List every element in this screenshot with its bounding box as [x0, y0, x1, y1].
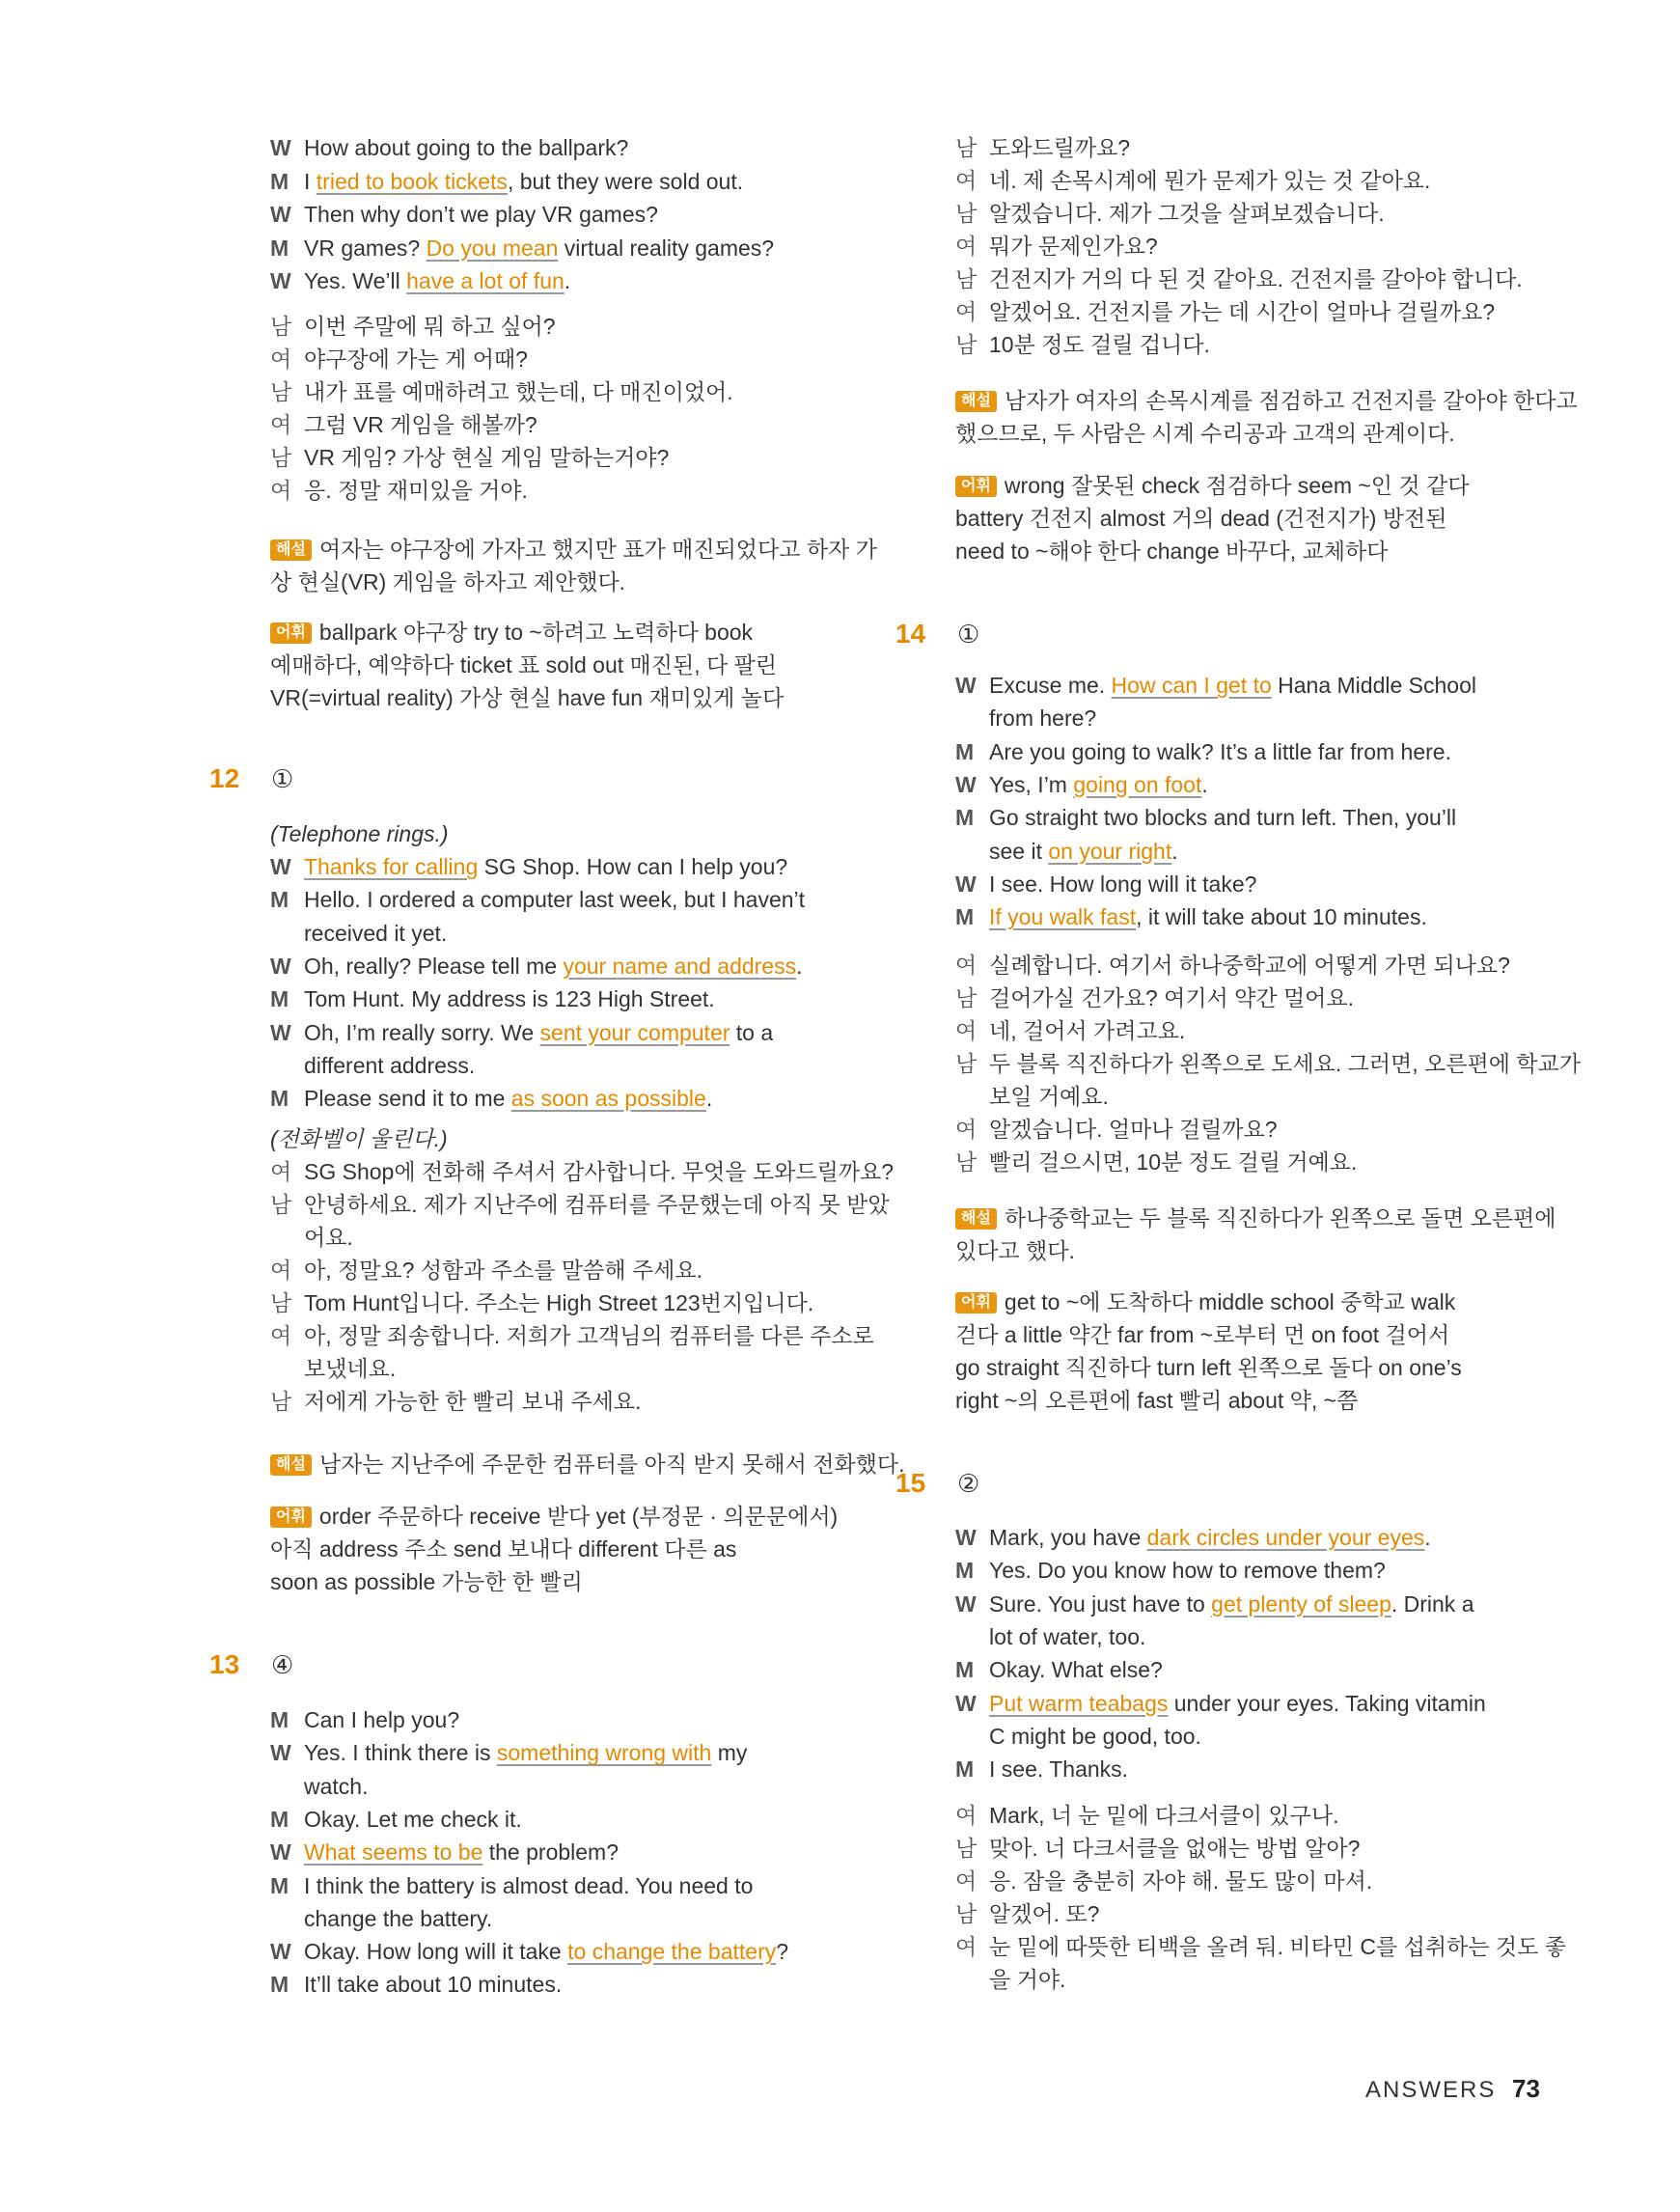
answer-blank-phrase: What seems to be: [304, 1839, 483, 1866]
dialogue-line-ko: 여 야구장에 가는 게 어때?: [270, 343, 528, 375]
dialogue-line-en: W Put warm teabags under your eyes. Taking vitamin: [955, 1687, 1486, 1720]
speaker-label: 남: [270, 314, 292, 339]
dialogue-line-ko: 여 네. 제 손목시계에 뭔가 문제가 있는 것 같아요.: [955, 164, 1430, 197]
speaker-label: 남: [955, 1836, 978, 1861]
dialogue-line-en: W Oh, really? Please tell me your name and address.: [270, 950, 803, 982]
speaker-label: 남: [955, 985, 978, 1010]
dialogue-line-ko: 여 Mark, 너 눈 밑에 다크서클이 있구나.: [955, 1799, 1338, 1832]
speaker-label: 남: [955, 135, 978, 160]
dialogue-line-ko: 남 알겠습니다. 제가 그것을 살펴보겠습니다.: [955, 197, 1385, 230]
dialogue-line-en: M If you walk fast, it will take about 10 minutes.: [955, 900, 1427, 933]
dialogue-line-en: W Yes. We’ll have a lot of fun.: [270, 264, 570, 297]
dialogue-line-en: W Excuse me. How can I get to Hana Middle School: [955, 669, 1476, 702]
speaker-label: 남: [955, 1149, 978, 1175]
speaker-label: 남: [955, 201, 978, 226]
dialogue-line-en: W Oh, I’m really sorry. We sent your computer to a: [270, 1016, 773, 1049]
dialogue-line-ko: 여 응. 정말 재미있을 거야.: [270, 474, 528, 507]
answer-blank-phrase: Do you mean: [426, 235, 559, 261]
answer-blank-phrase: dark circles under your eyes: [1146, 1525, 1425, 1550]
speaker-label: M: [955, 1657, 975, 1683]
speaker-label: 여: [955, 1117, 978, 1142]
dialogue-line-ko: 여 눈 밑에 따뜻한 티백을 올려 둬. 비타민 C를 섭취하는 것도 좋: [955, 1930, 1566, 1963]
speaker-label: M: [955, 1558, 975, 1584]
dialogue-line-ko: 보냈네요.: [304, 1356, 397, 1381]
speaker-label: M: [270, 1806, 289, 1832]
speaker-label: W: [955, 1525, 977, 1550]
dialogue-line-en: from here?: [989, 705, 1097, 732]
dialogue-line-en: M Go straight two blocks and turn left. Then, you’ll: [955, 801, 1456, 834]
speaker-label: 여: [955, 1934, 978, 1959]
speaker-label: 여: [955, 299, 978, 324]
dialogue-line-en: W Thanks for calling SG Shop. How can I help you?: [270, 850, 787, 883]
speaker-label: W: [270, 268, 291, 293]
answer-blank-phrase: to change the battery: [567, 1939, 777, 1965]
dialogue-line-en: M Please send it to me as soon as possible.: [270, 1082, 712, 1115]
dialogue-line-en: different address.: [304, 1052, 476, 1078]
speaker-label: M: [955, 1756, 975, 1783]
speaker-label: M: [955, 738, 975, 764]
dialogue-line-ko: 여 아, 정말요? 성함과 주소를 말씀해 주세요.: [270, 1254, 702, 1286]
dialogue-line-en: W How about going to the ballpark?: [270, 131, 628, 164]
speaker-label: 여: [270, 1159, 292, 1184]
stage-direction: (Telephone rings.): [270, 821, 449, 846]
dialogue-line-ko: 여 네, 걸어서 가려고요.: [955, 1014, 1185, 1047]
dialogue-line-en: M Are you going to walk? It’s a little far from here.: [955, 735, 1451, 768]
dialogue-line-ko: 남 저에게 가능한 한 빨리 보내 주세요.: [270, 1385, 641, 1418]
dialogue-line-en: W Then why don’t we play VR games?: [270, 198, 658, 231]
speaker-label: 여: [270, 412, 292, 437]
vocabulary-text: 어휘 ballpark 야구장 try to ~하려고 노력하다 book: [270, 616, 753, 649]
dialogue-line-ko: 남 건전지가 거의 다 된 것 같아요. 건전지를 갈아야 합니다.: [955, 263, 1523, 295]
dialogue-line-ko: 남 빨리 걸으시면, 10분 정도 걸릴 거예요.: [955, 1146, 1357, 1178]
speaker-label: W: [270, 854, 291, 879]
speaker-label: W: [270, 1740, 291, 1766]
dialogue-line-en: lot of water, too.: [989, 1623, 1146, 1649]
answer-blank-phrase: get plenty of sleep: [1211, 1590, 1391, 1617]
vocabulary-text: 예매하다, 예약하다 ticket 표 sold out 매진된, 다 팔린: [270, 652, 778, 677]
answer-blank-phrase: Thanks for calling: [304, 854, 479, 879]
dialogue-line-en: M I see. Thanks.: [955, 1753, 1128, 1785]
explanation-text: 해설 여자는 야구장에 가자고 했지만 표가 매진되었다고 하자 가: [270, 533, 877, 566]
answer-blank-phrase: have a lot of fun: [406, 268, 565, 293]
vocabulary-text: soon as possible 가능한 한 빨리: [270, 1569, 583, 1594]
explanation-text: 상 현실(VR) 게임을 하자고 제안했다.: [270, 569, 626, 594]
speaker-label: W: [955, 771, 977, 797]
dialogue-line-ko: 여 응. 잠을 충분히 자야 해. 물도 많이 마셔.: [955, 1865, 1372, 1897]
speaker-label: W: [955, 1590, 977, 1617]
answer-choice: ①: [271, 764, 294, 793]
answer-blank-phrase: something wrong with: [496, 1740, 712, 1766]
dialogue-line-en: C might be good, too.: [989, 1723, 1201, 1749]
speaker-label: 여: [270, 1258, 292, 1283]
dialogue-line-en: W I see. How long will it take?: [955, 868, 1256, 900]
speaker-label: M: [955, 805, 975, 831]
vocabulary-text: battery 건전지 almost 거의 dead (건전지가) 방전된: [955, 506, 1447, 531]
dialogue-line-ko: 남 내가 표를 예매하려고 했는데, 다 매진이었어.: [270, 375, 733, 408]
dialogue-line-ko: 남 10분 정도 걸릴 겁니다.: [955, 328, 1210, 361]
speaker-label: W: [270, 1839, 291, 1866]
dialogue-line-en: W Yes, I’m going on foot.: [955, 768, 1208, 801]
speaker-label: W: [270, 953, 291, 979]
dialogue-line-en: W Okay. How long will it take to change the battery?: [270, 1935, 788, 1968]
dialogue-line-en: M Can I help you?: [270, 1703, 459, 1736]
dialogue-line-en: W Sure. You just have to get plenty of sleep. Drink a: [955, 1588, 1474, 1620]
question-number: 12: [209, 763, 240, 793]
answer-choice: ②: [957, 1469, 980, 1498]
dialogue-line-ko: 남 알겠어. 또?: [955, 1897, 1099, 1930]
explanation-text: 해설 남자는 지난주에 주문한 컴퓨터를 아직 받지 못해서 전화했다.: [270, 1448, 905, 1480]
speaker-label: 남: [955, 266, 978, 291]
dialogue-line-ko: 여 아, 정말 죄송합니다. 저희가 고객님의 컴퓨터를 다른 주소로: [270, 1319, 874, 1352]
answer-blank-phrase: going on foot: [1073, 771, 1202, 797]
speaker-label: W: [955, 673, 977, 698]
answer-choice: ④: [271, 1650, 294, 1679]
vocabulary-text: 어휘 wrong 잘못된 check 점검하다 seem ~인 것 같다: [955, 469, 1469, 502]
dialogue-line-en: M I think the battery is almost dead. You need to: [270, 1869, 753, 1902]
speaker-label: W: [955, 1690, 977, 1716]
vocabulary-tag: 어휘: [270, 622, 312, 644]
dialogue-line-ko: 어요.: [304, 1225, 353, 1250]
speaker-label: M: [955, 904, 975, 930]
question-number: 14: [895, 619, 926, 649]
answer-blank-phrase: How can I get to: [1111, 673, 1272, 698]
dialogue-line-ko: 을 거야.: [989, 1967, 1066, 1992]
speaker-label: M: [270, 1707, 289, 1732]
dialogue-line-ko: 남 이번 주말에 뭐 하고 싶어?: [270, 310, 556, 343]
dialogue-line-ko: 여 그럼 VR 게임을 해볼까?: [270, 408, 537, 441]
answer-blank-phrase: If you walk fast: [989, 904, 1137, 930]
dialogue-line-ko: 남 걸어가실 건가요? 여기서 약간 멀어요.: [955, 982, 1354, 1014]
speaker-label: W: [270, 1019, 291, 1045]
vocabulary-tag: 어휘: [955, 1292, 997, 1313]
dialogue-line-ko: 여 SG Shop에 전화해 주셔서 감사합니다. 무엇을 도와드릴까요?: [270, 1155, 894, 1188]
vocabulary-text: right ~의 오른편에 fast 빨리 about 약, ~쯤: [955, 1388, 1359, 1413]
speaker-label: 남: [270, 445, 292, 470]
dialogue-line-ko: 남 도와드릴까요?: [955, 131, 1130, 164]
speaker-label: M: [270, 1972, 289, 1998]
speaker-label: 여: [955, 168, 978, 193]
speaker-label: M: [270, 887, 289, 913]
dialogue-line-ko: 보일 거예요.: [989, 1084, 1109, 1109]
speaker-label: 남: [955, 1901, 978, 1926]
question-number: 13: [209, 1649, 240, 1679]
speaker-label: 남: [955, 332, 978, 357]
speaker-label: 여: [955, 1803, 978, 1828]
dialogue-line-ko: 남 맞아. 너 다크서클을 없애는 방법 알아?: [955, 1832, 1360, 1865]
explanation-text: 해설 남자가 여자의 손목시계를 점검하고 건전지를 갈아야 한다고: [955, 384, 1578, 417]
explanation-tag: 해설: [955, 391, 997, 412]
speaker-label: 남: [270, 1192, 292, 1217]
explanation-tag: 해설: [270, 539, 312, 561]
explanation-text: 있다고 했다.: [955, 1238, 1075, 1263]
explanation-text: 했으므로, 두 사람은 시계 수리공과 고객의 관계이다.: [955, 421, 1455, 446]
explanation-text: 해설 하나중학교는 두 블록 직진하다가 왼쪽으로 돌면 오른편에: [955, 1202, 1556, 1234]
question-number: 15: [895, 1468, 926, 1498]
dialogue-line-ko: 남 Tom Hunt입니다. 주소는 High Street 123번지입니다.: [270, 1286, 813, 1319]
explanation-tag: 해설: [955, 1208, 997, 1230]
dialogue-line-en: M Tom Hunt. My address is 123 High Street.: [270, 982, 715, 1015]
dialogue-line-en: M It’ll take about 10 minutes.: [270, 1968, 562, 2001]
speaker-label: M: [270, 168, 289, 194]
answer-blank-phrase: as soon as possible: [510, 1086, 706, 1112]
speaker-label: W: [270, 135, 291, 160]
dialogue-line-en: M Okay. What else?: [955, 1653, 1163, 1686]
speaker-label: 여: [955, 953, 978, 978]
speaker-label: 여: [270, 478, 292, 503]
vocabulary-tag: 어휘: [955, 476, 997, 497]
dialogue-line-ko: 남 두 블록 직진하다가 왼쪽으로 도세요. 그러면, 오른편에 학교가: [955, 1047, 1581, 1080]
answer-blank-phrase: your name and address: [563, 953, 797, 979]
speaker-label: 남: [270, 1290, 292, 1315]
dialogue-line-en: M I tried to book tickets, but they were sold out.: [270, 165, 743, 198]
speaker-label: 남: [270, 379, 292, 404]
speaker-label: W: [955, 871, 977, 897]
vocabulary-text: 어휘 order 주문하다 receive 받다 yet (부정문 · 의문문에서): [270, 1500, 838, 1533]
page-number: 73: [1512, 2074, 1540, 2103]
dialogue-line-en: M Hello. I ordered a computer last week, but I haven’t: [270, 883, 805, 916]
footer-section-label: ANSWERS: [1365, 2077, 1497, 2103]
speaker-label: M: [270, 986, 289, 1012]
dialogue-line-ko: 여 실례합니다. 여기서 하나중학교에 어떻게 가면 되나요?: [955, 949, 1510, 982]
dialogue-line-ko: 여 알겠습니다. 얼마나 걸릴까요?: [955, 1113, 1278, 1146]
speaker-label: M: [270, 1872, 289, 1898]
dialogue-line-en: M Yes. Do you know how to remove them?: [955, 1554, 1386, 1587]
speaker-label: 여: [270, 1323, 292, 1348]
speaker-label: 여: [955, 1018, 978, 1043]
speaker-label: 여: [270, 346, 292, 372]
dialogue-line-ko: 여 뭐가 문제인가요?: [955, 230, 1158, 263]
dialogue-line-en: W What seems to be the problem?: [270, 1836, 619, 1868]
speaker-label: W: [270, 1939, 291, 1965]
dialogue-line-en: M Okay. Let me check it.: [270, 1803, 522, 1836]
dialogue-line-en: W Yes. I think there is something wrong with my: [270, 1736, 747, 1769]
speaker-label: W: [270, 202, 291, 227]
speaker-label: 남: [955, 1051, 978, 1076]
vocabulary-text: VR(=virtual reality) 가상 현실 have fun 재미있게 놀다: [270, 685, 785, 710]
vocabulary-tag: 어휘: [270, 1507, 312, 1528]
dialogue-line-en: M VR games? Do you mean virtual reality games?: [270, 232, 774, 264]
dialogue-line-en: received it yet.: [304, 920, 448, 946]
answer-blank-phrase: tried to book tickets: [316, 168, 508, 194]
vocabulary-text: go straight 직진하다 turn left 왼쪽으로 돌다 on one’s: [955, 1355, 1462, 1380]
answer-blank-phrase: on your right: [1048, 838, 1172, 864]
speaker-label: 여: [955, 234, 978, 259]
dialogue-line-en: change the battery.: [304, 1905, 493, 1931]
vocabulary-text: 아직 address 주소 send 보내다 different 다른 as: [270, 1536, 737, 1562]
vocabulary-text: 어휘 get to ~에 도착하다 middle school 중학교 walk: [955, 1286, 1455, 1318]
dialogue-line-en: see it on your right.: [989, 838, 1178, 864]
speaker-label: M: [270, 1086, 289, 1112]
answer-blank-phrase: Put warm teabags: [989, 1690, 1169, 1716]
dialogue-line-en: W Mark, you have dark circles under your eyes.: [955, 1521, 1431, 1554]
dialogue-line-ko: 여 알겠어요. 건전지를 가는 데 시간이 얼마나 걸릴까요?: [955, 295, 1495, 328]
answer-choice: ①: [957, 620, 980, 649]
speaker-label: 여: [955, 1868, 978, 1894]
speaker-label: 남: [270, 1389, 292, 1414]
stage-direction-ko: (전화벨이 울린다.): [270, 1126, 448, 1151]
answer-blank-phrase: sent your computer: [539, 1019, 730, 1045]
dialogue-line-ko: 남 안녕하세요. 제가 지난주에 컴퓨터를 주문했는데 아직 못 받았: [270, 1188, 890, 1221]
speaker-label: M: [270, 235, 289, 261]
dialogue-line-ko: 남 VR 게임? 가상 현실 게임 말하는거야?: [270, 441, 669, 474]
dialogue-line-en: watch.: [304, 1773, 369, 1799]
vocabulary-text: 걷다 a little 약간 far from ~로부터 먼 on foot 걸어서: [955, 1322, 1450, 1347]
explanation-tag: 해설: [270, 1454, 312, 1476]
vocabulary-text: need to ~해야 한다 change 바꾸다, 교체하다: [955, 539, 1389, 564]
